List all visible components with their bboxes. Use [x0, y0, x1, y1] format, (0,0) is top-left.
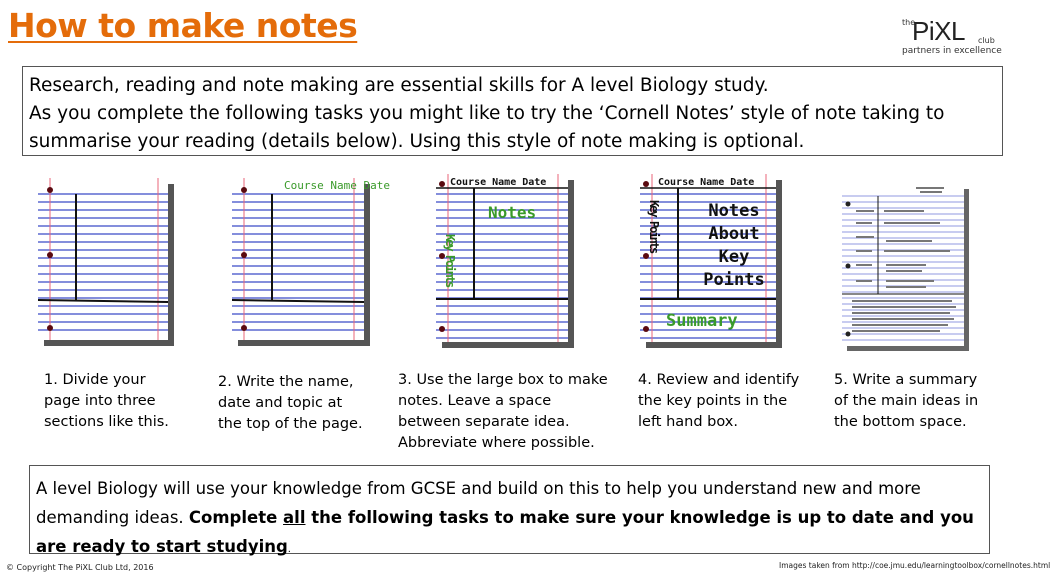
pixl-club-logo: [900, 14, 1010, 60]
intro-line-1: Research, reading and note making are essential skills for A level Biology study.: [29, 75, 769, 96]
step-5-text: 5. Write a summary of the main ideas in the bottom space.: [834, 372, 979, 430]
cornell-step-1-image: [38, 178, 176, 348]
logo-brand: PiXL: [912, 16, 965, 46]
step-4-text: 4. Review and identify the key points in the left hand box.: [638, 372, 800, 430]
thumb-4-key-points: Key Points: [647, 200, 661, 253]
image-credit: Images taken from http://coe.jmu.edu/learningtoolbox/cornellnotes.html: [779, 561, 1050, 570]
slide-title: How to make notes: [8, 6, 358, 45]
thumb-3-header: Course Name Date: [450, 177, 547, 188]
thumb-2-header: Course Name Date: [284, 179, 390, 192]
logo-club: club: [978, 36, 995, 45]
intro-box: [22, 66, 1003, 156]
outro-emphasis-all: all: [283, 508, 306, 527]
thumb-4-summary: Summary: [666, 311, 738, 331]
thumb-3-notes: Notes: [488, 203, 537, 222]
step-1-text: 1. Divide your page into three sections like this.: [44, 372, 169, 430]
cornell-step-2-image: [232, 178, 390, 348]
outro-bold: Complete all the following tasks to make sure your knowledge is up to date and you are ready to start studying: [36, 508, 974, 556]
step-3-text: 3. Use the large box to make notes. Leave a space between separate idea. Abbreviate where possible.: [398, 372, 608, 451]
logo-the: the: [902, 18, 916, 27]
outro-plain: A level Biology will use your knowledge from GCSE and build on this to help you understand new and more demanding ideas.: [36, 479, 921, 527]
intro-line-2: As you complete the following tasks you might like to try the ‘Cornell Notes’ style of note taking to: [29, 103, 945, 124]
outro-paragraph: [36, 474, 983, 564]
thumb-3-key-points: Key Points: [443, 234, 457, 287]
cornell-step-3-image: [436, 174, 576, 350]
logo-tagline: partners in excellence: [902, 46, 1002, 56]
outro-box: [29, 465, 990, 554]
thumb-4-header: Course Name Date: [658, 177, 755, 188]
intro-line-3: summarise your reading (details below). Using this style of note making is optional.: [29, 131, 805, 152]
cornell-step-5-image: [842, 184, 970, 352]
step-2-text: 2. Write the name, date and topic at the top of the page.: [218, 374, 363, 432]
copyright-text: © Copyright The PiXL Club Ltd, 2016: [6, 563, 154, 572]
thumb-4-notes: Notes About Key Points: [703, 201, 765, 290]
cornell-step-4-image: [640, 174, 784, 350]
outro-end: .: [287, 544, 291, 555]
